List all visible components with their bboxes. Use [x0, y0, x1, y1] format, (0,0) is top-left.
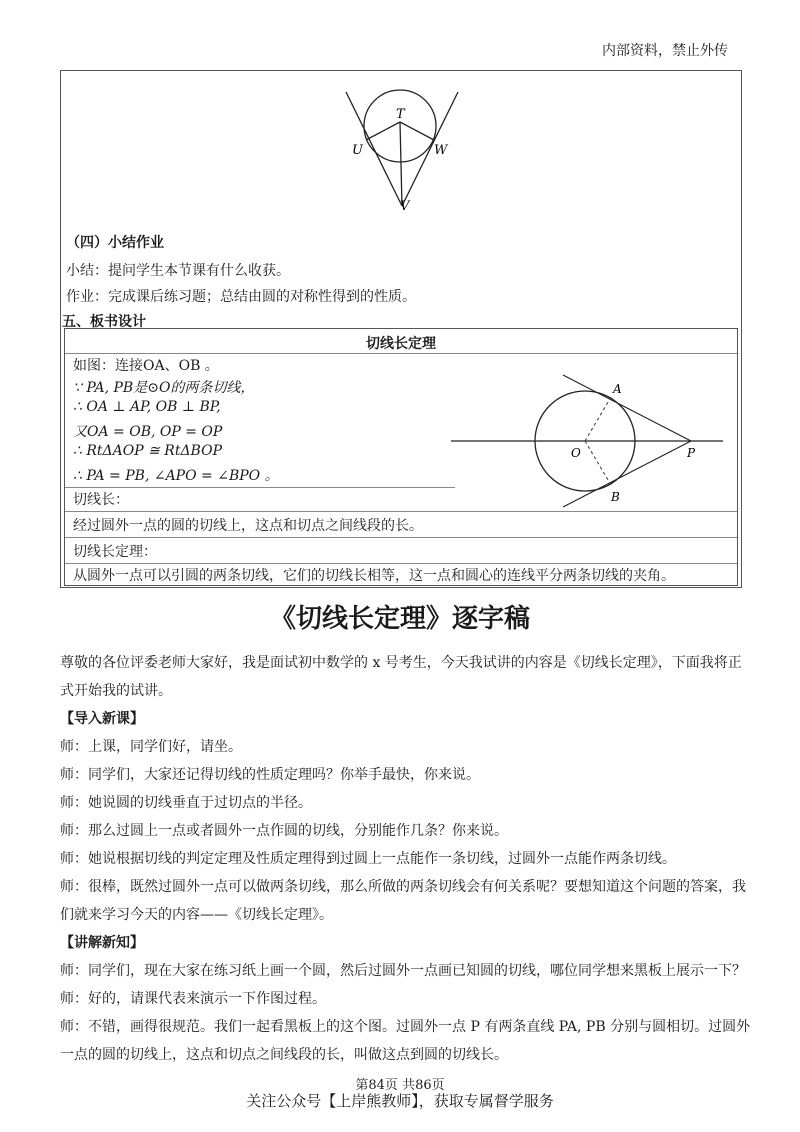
section-heading: 【讲解新知】: [60, 935, 144, 951]
board-line-1: 如图：连接OA、OB 。: [73, 358, 219, 374]
radius-oa: [585, 397, 611, 441]
label-b: B: [611, 490, 620, 504]
segment-tw: [400, 122, 434, 140]
section-heading: 【导入新课】: [60, 711, 144, 727]
tangent-pb: [563, 441, 691, 507]
radius-ob: [585, 441, 611, 485]
section4-heading: （四）小结作业: [66, 235, 164, 251]
script-line: 师：好的，请课代表来演示一下作图过程。: [60, 991, 326, 1007]
board-line-6: ∴ PA = PB, ∠APO = ∠BPO 。: [73, 468, 279, 484]
board-divider: [65, 563, 737, 564]
script-line: 尊敬的各位评委老师大家好，我是面试初中数学的 x 号考生，今天我试讲的内容是《切线长定理》，下面我将正: [60, 655, 742, 671]
script-line: 师：上课，同学们好，请坐。: [60, 739, 242, 755]
label-p: P: [687, 446, 696, 460]
label-v: V: [400, 199, 410, 214]
script-line: 师：不错，画得很规范。我们一起看黑板上的这个图。过圆外一点 P 有两条直线 PA, PB 分别与圆相切。过圆外: [60, 1019, 751, 1035]
page-number: 第84页 共86页: [355, 1078, 445, 1093]
theorem-label: 切线长定理：: [73, 544, 157, 560]
label-u: U: [352, 143, 363, 158]
script-line: 师：很棒，既然过圆外一点可以做两条切线，那么所做的两条切线会有何关系呢？要想知道这个问题的答案，我: [60, 879, 746, 895]
script-line: 们就来学习今天的内容——《切线长定理》。: [60, 907, 333, 923]
tangent-right: [402, 92, 458, 206]
footer-note: 关注公众号【上岸熊教师】，获取专属督学服务: [246, 1092, 554, 1110]
board-title: 切线长定理: [366, 336, 436, 352]
definition-label: 切线长：: [73, 492, 129, 508]
label-w: W: [434, 143, 448, 158]
board-line-3: ∴ OA ⊥ AP, OB ⊥ BP,: [73, 399, 221, 415]
homework-text: 作业：完成课后练习题；总结由圆的对称性得到的性质。: [66, 289, 416, 305]
script-line: 式开始我的试讲。: [60, 683, 172, 699]
page-title: 《切线长定理》逐字稿: [269, 604, 530, 634]
section5-heading: 五、板书设计: [62, 314, 146, 330]
board-line-2: ∵ PA, PB是⊙O的两条切线，: [73, 380, 255, 396]
script-line: 师：她说根据切线的判定定理及性质定理得到过圆上一点能作一条切线，过圆外一点能作两条切线。: [60, 851, 676, 867]
board-line-4: 又OA = OB, OP = OP: [73, 424, 223, 440]
board-divider: [65, 487, 455, 488]
script-line: 师：同学们，现在大家在练习纸上画一个圆，然后过圆外一点画已知圆的切线，哪位同学想来黑板上展示一下？: [60, 963, 746, 979]
label-t: T: [396, 107, 405, 122]
tangent-figure: [445, 369, 735, 519]
script-line: 师：那么过圆上一点或者圆外一点作圆的切线，分别能作几条？你来说。: [60, 823, 508, 839]
theorem-text: 从圆外一点可以引圆的两条切线，它们的切线长相等，这一点和圆心的连线平分两条切线的夹角。: [73, 568, 675, 584]
label-o: O: [571, 446, 581, 460]
label-a: A: [613, 382, 622, 396]
confidential-note: 内部资料，禁止外传: [602, 43, 728, 59]
script-line: 师：同学们，大家还记得切线的性质定理吗？你举手最快，你来说。: [60, 767, 480, 783]
board-design: [64, 328, 738, 586]
tangent-pa: [563, 375, 691, 441]
summary-text: 小结：提问学生本节课有什么收获。: [66, 263, 290, 279]
segment-tu: [366, 122, 400, 140]
board-line-5: ∴ RtΔAOP ≅ RtΔBOP: [73, 443, 222, 459]
board-divider: [65, 537, 737, 538]
script-line: 师：她说圆的切线垂直于过切点的半径。: [60, 795, 312, 811]
definition-text: 经过圆外一点的圆的切线上，这点和切点之间线段的长。: [73, 518, 423, 534]
segment-tv: [400, 122, 402, 206]
script-line: 一点的圆的切线上，这点和切点之间线段的长，叫做这点到圆的切线长。: [60, 1047, 508, 1063]
board-divider: [65, 353, 737, 354]
top-figure: [330, 74, 470, 214]
